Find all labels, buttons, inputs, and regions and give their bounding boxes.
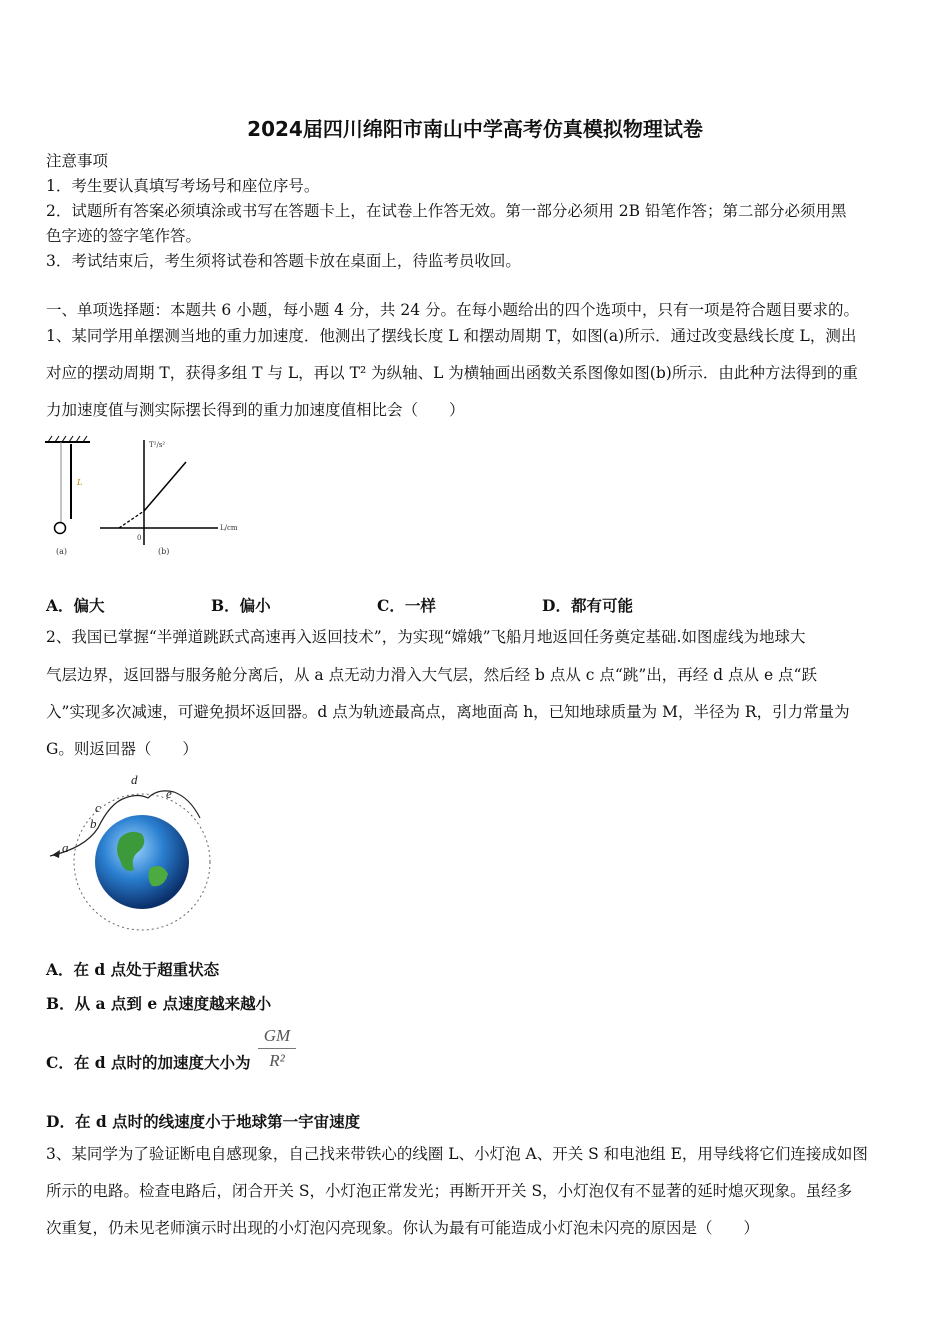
question-3-text: 所示的电路。检查电路后，闭合开关 S，小灯泡正常发光；再断开开关 S，小灯泡仅有不显著的延时熄灭现象。虽经多 — [46, 1182, 853, 1200]
option-b[interactable]: B．从 a 点到 e 点速度越来越小 — [46, 994, 272, 1013]
formula-denominator: R² — [269, 1051, 285, 1070]
formula-numerator: GM — [258, 1026, 296, 1049]
pendulum-figure — [40, 430, 260, 560]
option-a[interactable]: A．偏大 — [46, 596, 105, 615]
option-c[interactable]: C．一样 — [377, 596, 436, 615]
label-a: (a) — [56, 547, 68, 556]
notice-heading: 注意事项 — [46, 152, 109, 170]
option-c[interactable]: C．在 d 点时的加速度大小为 — [46, 1053, 251, 1072]
option-d[interactable]: D．都有可能 — [542, 596, 633, 615]
question-1-text: 1、某同学用单摆测当地的重力加速度．他测出了摆线长度 L 和摆动周期 T，如图(a)所示．通过改变悬线长度 L，测出 — [46, 327, 857, 345]
point-b: b — [90, 816, 97, 831]
question-1-text: 力加速度值与测实际摆长得到的重力加速度值相比会（ ） — [46, 401, 465, 419]
earth-trajectory-figure — [40, 768, 230, 938]
formula-gm-over-r2 — [258, 1026, 296, 1071]
option-b[interactable]: B．偏小 — [211, 596, 271, 615]
page-title: 2024届四川绵阳市南山中学高考仿真模拟物理试卷 — [247, 117, 703, 141]
label-L: L — [77, 478, 83, 487]
point-d: d — [131, 772, 138, 787]
notice-item: 3．考试结束后，考生须将试卷和答题卡放在桌面上，待监考员收回。 — [46, 252, 521, 270]
section-heading: 一、单项选择题：本题共 6 小题，每小题 4 分，共 24 分。在每小题给出的四个选项中，只有一项是符合题目要求的。 — [46, 301, 860, 319]
notice-item: 2．试题所有答案必须填涂或书写在答题卡上，在试卷上作答无效。第一部分必须用 2B 铅笔作答；第二部分必须用黑 — [46, 202, 847, 220]
question-2-text: 2、我国已掌握“半弹道跳跃式高速再入返回技术”，为实现“嫦娥”飞船月地返回任务奠定基础.如图虚线为地球大 — [46, 628, 806, 646]
question-2-text: 气层边界，返回器与服务舱分离后，从 a 点无动力滑入大气层，然后经 b 点从 c 点“跳”出，再经 d 点从 e 点“跃 — [46, 666, 817, 684]
question-2-text: G。则返回器（ ） — [46, 740, 198, 758]
question-2-text: 入”实现多次减速，可避免损坏返回器。d 点为轨迹最高点，离地面高 h，已知地球质量为 M，半径为 R，引力常量为 — [46, 703, 850, 721]
question-3-text: 3、某同学为了验证断电自感现象，自己找来带铁心的线圈 L、小灯泡 A、开关 S 和电池组 E，用导线将它们连接成如图 — [46, 1145, 868, 1163]
point-a: a — [62, 840, 69, 855]
question-3-text: 次重复，仍未见老师演示时出现的小灯泡闪亮现象。你认为最有可能造成小灯泡未闪亮的原因是（ ） — [46, 1219, 760, 1237]
notice-item: 色字迹的签字笔作答。 — [46, 227, 202, 245]
option-a[interactable]: A．在 d 点处于超重状态 — [46, 960, 220, 979]
option-d[interactable]: D．在 d 点时的线速度小于地球第一宇宙速度 — [46, 1112, 361, 1131]
x-axis-label: L/cm — [220, 524, 238, 532]
question-1-text: 对应的摆动周期 T，获得多组 T 与 L，再以 T² 为纵轴、L 为横轴画出函数关系图像如图(b)所示．由此种方法得到的重 — [46, 364, 858, 382]
origin-label: 0 — [137, 534, 142, 542]
notice-item: 1．考生要认真填写考场号和座位序号。 — [46, 177, 320, 195]
point-e: e — [166, 786, 172, 801]
label-b: (b) — [158, 547, 170, 556]
point-c: c — [95, 800, 101, 815]
y-axis-label: T²/s² — [149, 441, 166, 449]
